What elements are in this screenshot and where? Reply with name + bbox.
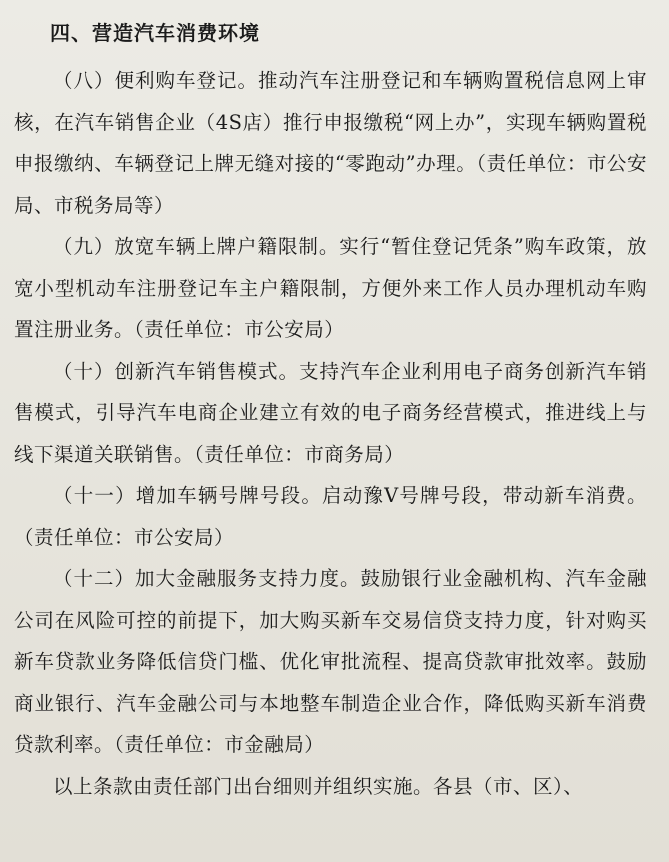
paragraph-12: （十二）加大金融服务支持力度。鼓励银行业金融机构、汽车金融公司在风险可控的前提下，加大购买新车交易信贷支持力度，针对购买新车贷款业务降低信贷门槛、优化审批流程、提高贷款审批效率。鼓励商业银行、汽车金融公司与本地整车制造企业合作，降低购买新车消费贷款利率。（责任单位：市金融局） (14, 567, 647, 756)
section-heading: 四、营造汽车消费环境 (50, 21, 260, 45)
paragraph-10: （十）创新汽车销售模式。支持汽车企业利用电子商务创新汽车销售模式，引导汽车电商企业建立有效的电子商务经营模式，推进线上与线下渠道关联销售。（责任单位：市商务局） (14, 359, 647, 466)
paragraph-9: （九）放宽车辆上牌户籍限制。实行“暂住登记凭条”购车政策，放宽小型机动车注册登记车主户籍限制，方便外来工作人员办理机动车购置注册业务。（责任单位：市公安局） (14, 235, 647, 341)
paragraph-closing: 以上条款由责任部门出台细则并组织实施。各县（市、区）、 (53, 774, 584, 798)
paragraph-11: （十一）增加车辆号牌号段。启动豫V号牌号段，带动新车消费。（责任单位：市公安局） (14, 484, 647, 549)
paragraph-8: （八）便利购车登记。推动汽车注册登记和车辆购置税信息网上审核，在汽车销售企业（4S店）推行申报缴税“网上办”，实现车辆购置税申报缴纳、车辆登记上牌无缝对接的“零跑动”办理。（责任单位：市公安局、市税务局等） (14, 69, 647, 217)
